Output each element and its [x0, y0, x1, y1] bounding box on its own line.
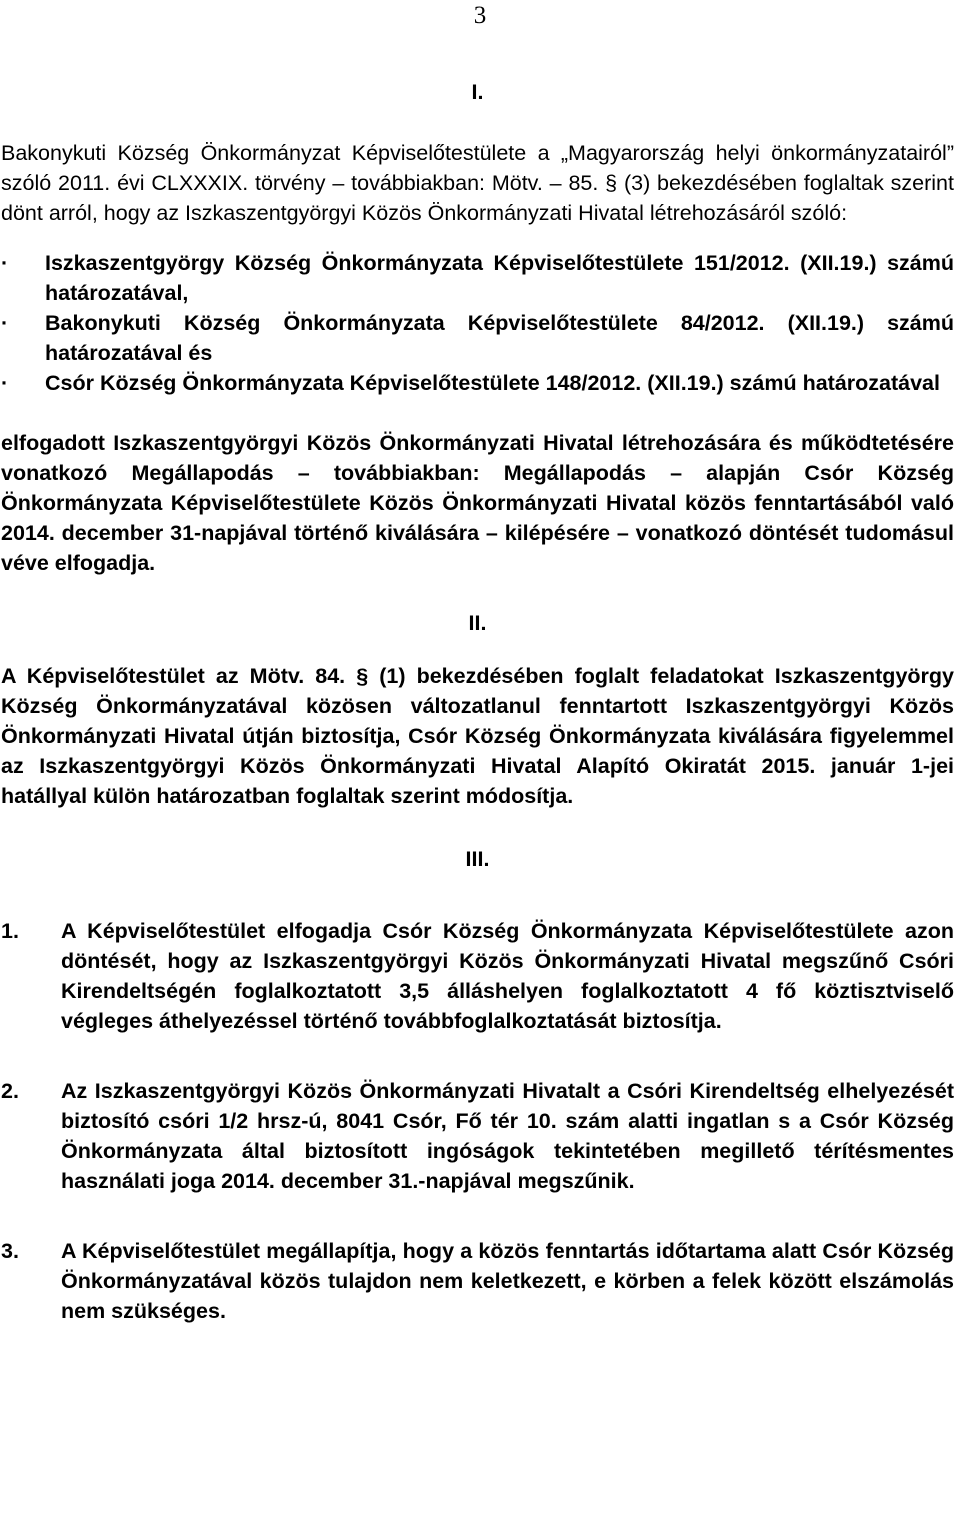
numbered-item	[1, 1236, 954, 1326]
section-2-text: A Képviselőtestület az Mötv. 84. § (1) bekezdésében foglalt feladatokat Iszkaszentgyörgy Község Önkormányzatával közösen változatlanul fenntartott Iszkaszentgyörgyi Közös Önkormányzati Hivatal útján biztosítja, Csór Község Önkormányzata kiválására figyelemmel az Iszkaszentgyörgyi Közös Önkormányzati Hivatal Alapító Okiratát 2015. január 1-jei hatállyal külön határozatban foglaltak szerint módosítja.	[1, 664, 954, 808]
numbered-item	[1, 1076, 954, 1196]
item-number: 3.	[1, 1239, 19, 1263]
item-number: 1.	[1, 919, 19, 943]
section-heading-1: I.	[471, 80, 484, 104]
document-body	[1, 60, 954, 1366]
numbered-item	[1, 916, 954, 1036]
list-item: · Csór Község Önkormányzata Képviselőtestülete 148/2012. (XII.19.) számú határozatával	[1, 368, 954, 398]
section-heading-3: III.	[465, 847, 490, 871]
item-text: Az Iszkaszentgyörgyi Közös Önkormányzati Hivatalt a Csóri Kirendeltség elhelyezését biztosító csóri 1/2 hrsz-ú, 8041 Csór, Fő tér 10. szám alatti ingatlan s a Csór Község Önkormányzata által biztosított ingóságok tekintetében megillető térítésmentes használati joga 2014. december 31.-napjával megszűnik.	[61, 1079, 954, 1193]
numbered-list	[1, 916, 954, 1326]
item-text: A Képviselőtestület elfogadja Csór Község Önkormányzata Képviselőtestülete azon döntését, hogy az Iszkaszentgyörgyi Közös Önkormányzati Hivatal megszűnő Csóri Kirendeltségén foglalkoztatott 3,5 álláshelyen foglalkoztatott 4 fő köztisztviselő végleges áthelyezéssel történő továbbfoglalkoztatását biztosítja.	[61, 919, 954, 1033]
list-item: · Iszkaszentgyörgy Község Önkormányzata Képviselőtestülete 151/2012. (XII.19.) számú határozatával,	[1, 248, 954, 308]
item-number: 2.	[1, 1079, 19, 1103]
page-number: 3	[473, 2, 487, 29]
resolution-list	[1, 248, 954, 398]
section-heading-2: II.	[468, 611, 487, 635]
item-text: A Képviselőtestület megállapítja, hogy a közös fenntartás időtartama alatt Csór Község Önkormányzatával közös tulajdon nem keletkezett, e körben a felek között elszámolás nem szükséges.	[61, 1239, 954, 1323]
list-item: · Bakonykuti Község Önkormányzata Képviselőtestülete 84/2012. (XII.19.) számú határozatával és	[1, 308, 954, 368]
section-1-intro: Bakonykuti Község Önkormányzat Képviselőtestülete a „Magyarország helyi önkormányzatairól” szóló 2011. évi CLXXXIX. törvény – továbbiakban: Mötv. – 85. § (3) bekezdésében foglaltak szerint dönt arról, hogy az Iszkaszentgyörgyi Közös Önkormányzati Hivatal létrehozásáról szóló:	[1, 141, 954, 225]
section-1-conclusion: elfogadott Iszkaszentgyörgyi Közös Önkormányzati Hivatal létrehozására és működtetésére vonatkozó Megállapodás – továbbiakban: Megállapodás – alapján Csór Község Önkormányzata Képviselőtestülete Közös Önkormányzati Hivatal közös fenntartásából való 2014. december 31-napjával történő kiválására – kilépésére – vonatkozó döntését tudomásul véve elfogadja.	[1, 431, 954, 575]
